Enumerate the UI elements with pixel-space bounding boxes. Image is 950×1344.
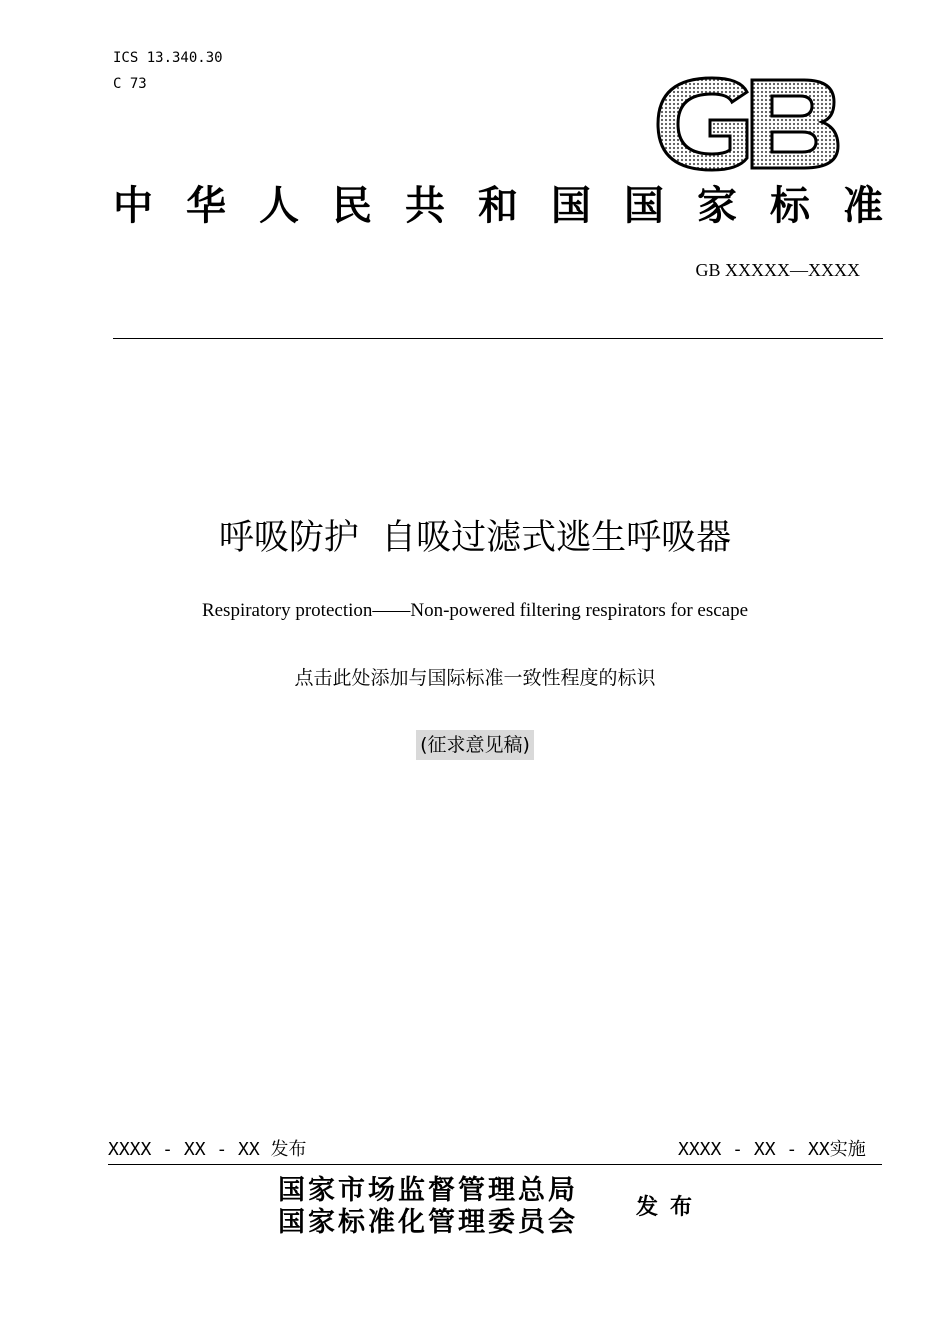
ics-code: ICS 13.340.30 bbox=[113, 50, 223, 66]
ccs-code: C 73 bbox=[113, 76, 147, 92]
title-char: 中 bbox=[113, 182, 153, 229]
publisher-sac: 国家标准化管理委员会 bbox=[278, 1207, 578, 1238]
issue-date: XXXX - XX - XX 发布 bbox=[108, 1139, 307, 1160]
title-char: 华 bbox=[186, 182, 226, 229]
consistency-placeholder[interactable]: 点击此处添加与国际标准一致性程度的标识 bbox=[294, 667, 656, 689]
draft-status-label[interactable]: (征求意见稿) bbox=[416, 730, 534, 760]
title-char: 家 bbox=[697, 182, 737, 229]
footer-divider bbox=[108, 1164, 882, 1165]
title-char: 人 bbox=[259, 182, 299, 229]
title-char: 民 bbox=[332, 182, 372, 229]
title-char: 标 bbox=[770, 182, 810, 229]
document-title-english: Respiratory protection——Non-powered filtering respirators for escape bbox=[201, 600, 749, 621]
publish-label: 发布 bbox=[636, 1194, 705, 1220]
draft-label-wrapper bbox=[0, 730, 950, 760]
title-char: 国 bbox=[551, 182, 591, 229]
document-title-chinese: 呼吸防护 自吸过滤式逃生呼吸器 bbox=[218, 518, 732, 558]
country-standard-title bbox=[113, 181, 883, 231]
publisher-samr: 国家市场监督管理总局 bbox=[278, 1175, 578, 1206]
title-char: 共 bbox=[405, 182, 445, 229]
standard-number: GB XXXXX—XXXX bbox=[695, 260, 860, 280]
title-char: 准 bbox=[843, 182, 883, 229]
gb-logo-icon bbox=[652, 74, 842, 174]
title-char: 国 bbox=[624, 182, 664, 229]
title-char: 和 bbox=[478, 182, 518, 229]
implementation-date: XXXX - XX - XX实施 bbox=[678, 1139, 866, 1160]
header-divider bbox=[113, 338, 883, 339]
